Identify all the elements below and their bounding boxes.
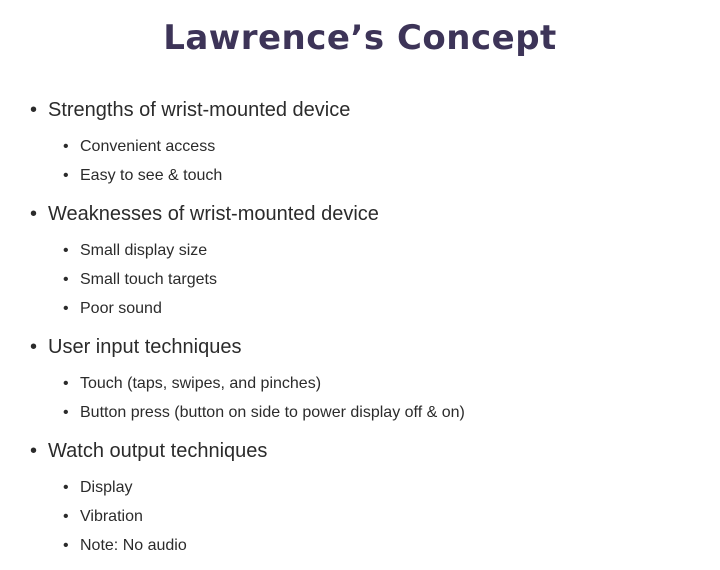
section-heading [30,96,700,124]
list-item [30,265,700,294]
list-item-text: Vibration [80,508,143,525]
heading-text: Watch output techniques [48,440,268,462]
list-item-text: Poor sound [80,300,162,317]
bullet-icon: • [30,336,38,358]
slide-title: Lawrence’s Concept [163,18,557,58]
bullet-icon: • [63,404,69,421]
bullet-icon: • [63,167,69,184]
bullet-icon: • [30,440,38,462]
list-item [30,132,700,161]
section-heading [30,333,700,361]
sub-list [30,473,700,560]
sub-list [30,132,700,190]
bullet-icon: • [63,300,69,317]
section-heading [30,437,700,465]
list-item [30,473,700,502]
bullet-icon: • [63,242,69,259]
section-strengths [30,96,700,190]
list-item-text: Convenient access [80,138,216,155]
list-item [30,398,700,427]
list-item-text: Touch (taps, swipes, and pinches) [80,375,322,392]
heading-text: Weaknesses of wrist-mounted device [48,203,379,225]
heading-text: Strengths of wrist-mounted device [48,99,351,121]
sub-list [30,236,700,323]
list-item [30,369,700,398]
bullet-icon: • [30,203,38,225]
list-item [30,236,700,265]
section-output [30,437,700,560]
list-item-text: Display [80,479,133,496]
heading-text: User input techniques [48,336,242,358]
sub-list [30,369,700,427]
section-weaknesses [30,200,700,323]
bullet-icon: • [63,375,69,392]
section-input [30,333,700,427]
list-item [30,531,700,560]
bullet-icon: • [63,138,69,155]
bullet-icon: • [63,508,69,525]
list-item [30,502,700,531]
section-heading [30,200,700,228]
list-item [30,161,700,190]
bullet-icon: • [63,479,69,496]
bullet-icon: • [63,537,69,554]
list-item-text: Note: No audio [80,537,187,554]
list-item-text: Button press (button on side to power display off & on) [80,404,465,421]
list-item [30,294,700,323]
bullet-content [30,96,700,570]
list-item-text: Small display size [80,242,208,259]
list-item-text: Easy to see & touch [80,167,223,184]
bullet-icon: • [30,99,38,121]
bullet-icon: • [63,271,69,288]
list-item-text: Small touch targets [80,271,217,288]
